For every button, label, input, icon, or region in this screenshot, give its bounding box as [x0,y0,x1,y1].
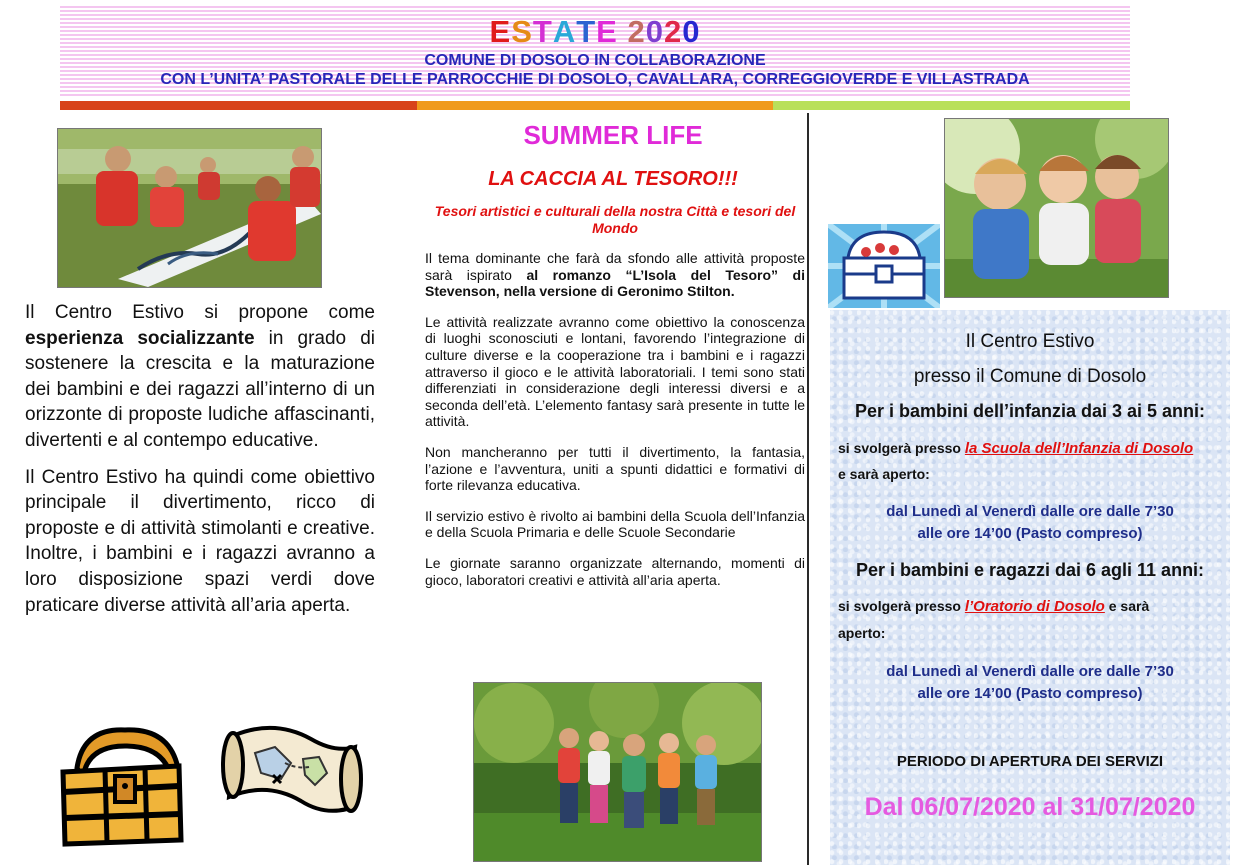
summer-life-title: SUMMER LIFE [523,120,703,150]
ragazzi-open-line: aperto: [838,625,886,641]
info-title: Il Centro Estivo [965,331,1095,352]
info-box [830,310,1230,865]
ragazzi-hours-line1: dal Lunedì al Venerdì dalle ore dalle 7’30 [886,663,1174,680]
schedule-paragraph: Le giornate saranno organizzate alternando, momenti di gioco, laboratori creativi e attività all’aria aperta. [425,554,805,588]
color-bar [60,101,1130,110]
intro-highlight: esperienza socializzante [25,327,255,349]
treasure-chest-icon [55,720,187,848]
info-location: presso il Comune di Dosolo [913,366,1147,387]
title-letter: S [511,14,533,49]
infanzia-location-prefix: si svolgerà presso [838,440,965,456]
middle-text [425,250,805,602]
ragazzi-location-line [838,598,1149,615]
left-text [25,300,375,629]
ragazzi-location-prefix: si svolgerà presso [838,598,965,614]
opening-dates: Dal 06/07/2020 al 31/07/2020 [864,793,1196,821]
title-letter: 0 [645,14,664,49]
header-subtitle-parishes: CON L’UNITA’ PASTORALE DELLE PARROCCHIE DI DOSOLO, CAVALLARA, CORREGGIOVERDE E VILLASTRADA [160,71,1030,88]
title-letter: T [576,14,597,49]
treasure-chest-blue-icon [828,224,940,308]
theme-highlight: al romanzo “L’Isola del Tesoro” di Stevenson, nella versione di Geronimo Stilton. [425,266,805,300]
infanzia-open-line: e sarà aperto: [838,466,930,482]
title-letter: E [489,14,512,49]
oratorio-link[interactable]: l’Oratorio di Dosolo [964,598,1105,615]
infanzia-location-line [838,440,1193,457]
objective-paragraph: Il Centro Estivo ha quindi come obiettivo principale il divertimento, ricco di proposte e di attività stimolanti e creative. Inoltre, i bambini e i ragazzi avranno a loro disposizione spazi verdi dove praticare diverse attività all’aria aperta. [25,466,375,616]
infanzia-school-link[interactable]: la Scuola dell’Infanzia di Dosolo [964,440,1194,457]
theme-text: Il tema dominante che farà da sfondo alle attività proposte sarà ispirato [425,250,805,283]
infanzia-heading: Per i bambini dell’infanzia dai 3 ai 5 anni: [854,401,1206,421]
color-bar-segment [417,101,774,110]
title-letter: 2 [627,14,646,49]
fun-paragraph: Non mancheranno per tutti il divertimento, la fantasia, l’azione e l’avventura, uniti a spunti didattici e formativi di forte rilevanza educativa. [425,443,805,494]
title-letter: T [532,14,553,49]
activities-paragraph: Le attività realizzate avranno come obiettivo la conoscenza di luoghi sconosciuti e lontani, favorendo l’integrazione di culture diverse e la cooperazione tra i bambini e i ragazzi attraverso il gioco e le attività laboratoriali. I temi sono stati differenziati in considerazione degli interessi diversi e a seconda dell’età. L’elemento fantasy sarà presente in tutte le attività. [425,313,805,430]
title-letter [618,14,628,50]
photo-kids-smiling [944,118,1169,298]
infanzia-hours-line2: alle ore 14’00 (Pasto compreso) [917,525,1143,542]
theme-paragraph [425,250,805,300]
periodo-heading: PERIODO DI APERTURA DEI SERVIZI [896,753,1164,770]
ragazzi-location-suffix: e sarà [1104,598,1150,614]
treasures-tagline: Tesori artistici e culturali della nostra Città e tesori del Mondo [434,203,796,236]
color-bar-segment [60,101,417,110]
treasure-hunt-subtitle: LA CACCIA AL TESORO!!! [488,168,738,190]
title-letter: 2 [663,14,683,49]
page-title [60,14,1130,50]
photo-kids-painting [57,128,322,288]
intro-text: Il Centro Estivo si propone come [25,302,375,323]
intro-paragraph [25,300,375,454]
infanzia-hours-line1: dal Lunedì al Venerdì dalle ore dalle 7’30 [886,503,1174,520]
header-subtitle: COMUNE DI DOSOLO IN COLLABORAZIONE [424,52,766,69]
ragazzi-heading: Per i bambini e ragazzi dai 6 agli 11 anni: [855,560,1205,580]
title-letter: A [552,14,577,49]
treasure-map-icon [215,713,363,821]
column-divider [807,113,809,865]
photo-kids-running [473,682,762,862]
title-letter: 0 [682,14,701,49]
color-bar-segment [773,101,1130,110]
title-letter: E [596,14,618,49]
audience-paragraph: Il servizio estivo è rivolto ai bambini della Scuola dell’Infanzia e della Scuola Primaria e delle Scuole Secondarie [425,507,805,541]
intro-text-continued: in grado di sostenere la crescita e la maturazione dei bambini e dei ragazzi all’interno di un orizzonte di proposte ludiche affascinanti, divertenti e al contempo educative. [25,327,375,451]
ragazzi-hours-line2: alle ore 14’00 (Pasto compreso) [917,685,1143,702]
